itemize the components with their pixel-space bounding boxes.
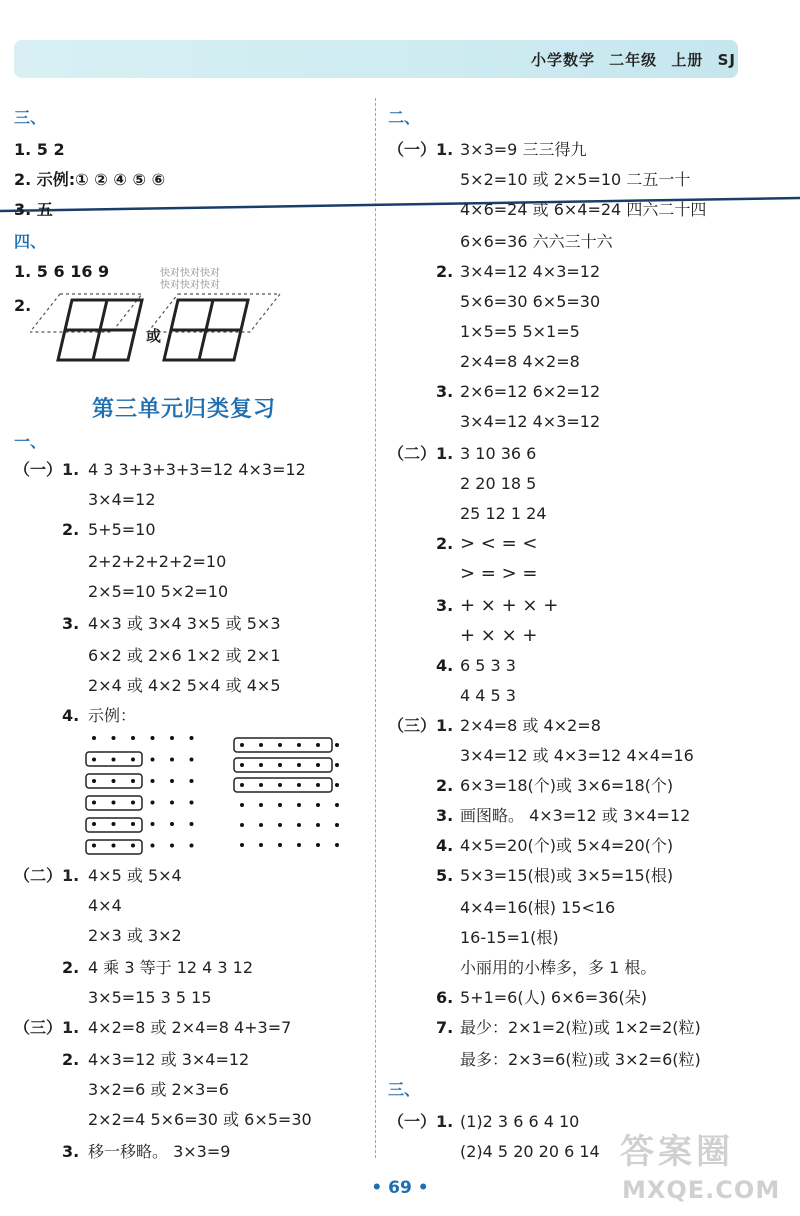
p3-q2-line3: 2×2=4 5×6=30 或 6×5=30 <box>88 1110 312 1129</box>
dot <box>92 736 96 740</box>
dot <box>240 823 244 827</box>
q3-5-line4: 小丽用的小棒多，多 1 根。 <box>460 958 657 977</box>
dot <box>278 783 282 787</box>
q3-3-line1: 画图略。 4×3=12 或 3×4=12 <box>460 806 691 825</box>
dot <box>131 736 135 740</box>
dot <box>92 822 96 826</box>
p2-q2-number: 2. <box>62 958 80 977</box>
unit-title: 第三单元归类复习 <box>92 397 277 422</box>
dot <box>297 783 301 787</box>
dot <box>190 822 194 826</box>
r1-1-line2: (2)4 5 20 20 6 14 <box>460 1142 600 1161</box>
p1-q4-line1: 示例： <box>88 706 137 725</box>
dot <box>240 743 244 747</box>
dot <box>259 743 263 747</box>
p1-q3-line3: 2×4 或 4×2 5×4 或 4×5 <box>88 676 281 695</box>
q2-1-line2: 2 20 18 5 <box>460 474 537 493</box>
dot <box>112 844 116 848</box>
q2-2-line1: > < = < <box>460 533 538 554</box>
dot <box>170 801 174 805</box>
dot <box>278 803 282 807</box>
dot <box>170 822 174 826</box>
dot <box>92 844 96 848</box>
dot <box>112 779 116 783</box>
dot <box>151 822 155 826</box>
watermark-logo: 答案圈 <box>620 1132 734 1172</box>
q2-3-line1: + × + × + <box>460 595 559 616</box>
dot <box>240 763 244 767</box>
column-divider <box>375 98 376 1158</box>
dot <box>131 844 135 848</box>
right-section-2-heading: 二、 <box>388 108 421 127</box>
dot <box>240 803 244 807</box>
dot <box>131 822 135 826</box>
stamp-text <box>160 268 220 292</box>
left-section-3-heading: 三、 <box>14 108 47 127</box>
left-s4-q2-number: 2. <box>14 296 32 315</box>
q2-3-number: 3. <box>436 596 454 615</box>
dot <box>170 844 174 848</box>
left-s3-line1: 1. 5 2 <box>14 140 65 159</box>
left-s3-line3: 3. 五 <box>14 200 53 219</box>
dot <box>112 801 116 805</box>
dot <box>92 801 96 805</box>
dot <box>259 803 263 807</box>
dot <box>278 743 282 747</box>
q3-3-number: 3. <box>436 806 454 825</box>
dot <box>316 743 320 747</box>
dot <box>112 758 116 762</box>
dot <box>335 823 339 827</box>
right-part-2-label: （二）1. <box>388 444 454 463</box>
p1-q2-number: 2. <box>62 520 80 539</box>
dot <box>335 743 339 747</box>
left-section-1-heading: 一、 <box>14 432 47 451</box>
q3-5-line1: 5×3=15(根)或 3×5=15(根) <box>460 866 674 885</box>
watermark-url: MXQE.COM <box>622 1176 781 1204</box>
dot <box>112 736 116 740</box>
q1-1-line2: 5×2=10 或 2×5=10 二五一十 <box>460 170 691 189</box>
q2-2-number: 2. <box>436 534 454 553</box>
dot <box>151 758 155 762</box>
dot <box>335 783 339 787</box>
dot <box>335 763 339 767</box>
dot <box>316 843 320 847</box>
p2-q2-line1: 4 乘 3 等于 12 4 3 12 <box>88 958 254 977</box>
dot <box>278 763 282 767</box>
dot <box>151 736 155 740</box>
page-number: • 69 • <box>371 1178 429 1198</box>
dot <box>170 758 174 762</box>
dot-array-figures <box>84 730 356 856</box>
right-part-1-label: （一）1. <box>388 140 454 159</box>
dot <box>316 823 320 827</box>
dot <box>190 801 194 805</box>
p2-q1-line1: 4×5 或 5×4 <box>88 866 182 885</box>
q3-4-number: 4. <box>436 836 454 855</box>
q3-5-number: 5. <box>436 866 454 885</box>
q1-3-line1: 2×6=12 6×2=12 <box>460 382 601 401</box>
dot <box>259 823 263 827</box>
parallelogram-figures <box>30 292 300 368</box>
q2-3-line2: + × × + <box>460 625 538 646</box>
dot <box>170 736 174 740</box>
dot <box>190 736 194 740</box>
q3-7-line1: 最少：2×1=2(粒)或 1×2=2(粒) <box>460 1018 701 1037</box>
dot <box>316 803 320 807</box>
p3-q2-line2: 3×2=6 或 2×3=6 <box>88 1080 229 1099</box>
dot <box>297 763 301 767</box>
p1-q3-number: 3. <box>62 614 80 633</box>
dot <box>297 823 301 827</box>
q2-4-number: 4. <box>436 656 454 675</box>
stamp-line-2: 快对快对快对 <box>160 280 220 291</box>
q3-1-line2: 3×4=12 或 4×3=12 4×4=16 <box>460 746 694 765</box>
dot <box>190 844 194 848</box>
dot <box>190 779 194 783</box>
dot <box>316 763 320 767</box>
dot <box>278 823 282 827</box>
part-1-label: （一）1. <box>14 460 80 479</box>
dot <box>131 779 135 783</box>
left-s3-line2: 2. 示例:① ② ④ ⑤ ⑥ <box>14 170 166 189</box>
p1-q1-line2: 3×4=12 <box>88 490 156 509</box>
or-connector: 或 <box>146 327 162 345</box>
q1-1-line4: 6×6=36 六六三十六 <box>460 232 613 251</box>
dot <box>297 803 301 807</box>
dot <box>335 803 339 807</box>
dot <box>240 843 244 847</box>
p2-q1-line3: 2×3 或 3×2 <box>88 926 182 945</box>
q3-2-number: 2. <box>436 776 454 795</box>
dot <box>297 743 301 747</box>
p1-q2-line3: 2×5=10 5×2=10 <box>88 582 229 601</box>
q3-5-line3: 16-15=1(根) <box>460 928 559 947</box>
q1-3-line2: 3×4=12 4×3=12 <box>460 412 601 431</box>
right-s3-part-1-label: （一）1. <box>388 1112 454 1131</box>
dot <box>335 843 339 847</box>
p2-q2-line2: 3×5=15 3 5 15 <box>88 988 212 1007</box>
dot <box>151 779 155 783</box>
q3-7-line2: 最多：2×3=6(粒)或 3×2=6(粒) <box>460 1050 701 1069</box>
p3-q2-number: 2. <box>62 1050 80 1069</box>
dot <box>92 758 96 762</box>
p3-q3-line1: 移一移略。 3×3=9 <box>88 1142 231 1161</box>
p2-q1-line2: 4×4 <box>88 896 122 915</box>
dot <box>240 783 244 787</box>
part-3-label: （三）1. <box>14 1018 80 1037</box>
dot <box>278 843 282 847</box>
dot <box>259 763 263 767</box>
q1-2-line4: 2×4=8 4×2=8 <box>460 352 580 371</box>
dot <box>259 843 263 847</box>
p1-q1-line1: 4 3 3+3+3+3=12 4×3=12 <box>88 460 306 479</box>
dot <box>190 758 194 762</box>
dot <box>170 779 174 783</box>
p1-q2-line2: 2+2+2+2+2=10 <box>88 552 227 571</box>
left-section-4-heading: 四、 <box>14 232 47 251</box>
q1-2-line1: 3×4=12 4×3=12 <box>460 262 601 281</box>
q3-2-line1: 6×3=18(个)或 3×6=18(个) <box>460 776 674 795</box>
right-section-3-heading: 三、 <box>388 1080 421 1099</box>
p1-q4-number: 4. <box>62 706 80 725</box>
part-2-label: （二）1. <box>14 866 80 885</box>
q3-4-line1: 4×5=20(个)或 5×4=20(个) <box>460 836 674 855</box>
q3-5-line2: 4×4=16(根) 15<16 <box>460 898 616 917</box>
q1-2-line2: 5×6=30 6×5=30 <box>460 292 601 311</box>
stamp-line-1: 快对快对快对 <box>160 268 220 279</box>
p1-q3-line2: 6×2 或 2×6 1×2 或 2×1 <box>88 646 281 665</box>
q1-3-number: 3. <box>436 382 454 401</box>
q1-1-line3: 4×6=24 或 6×4=24 四六二十四 <box>460 200 707 219</box>
dot <box>316 783 320 787</box>
q1-1-line1: 3×3=9 三三得九 <box>460 140 587 159</box>
dot <box>297 843 301 847</box>
r1-1-line1: (1)2 3 6 6 4 10 <box>460 1112 580 1131</box>
q2-1-line3: 25 12 1 24 <box>460 504 547 523</box>
left-s4-line1: 1. 5 6 16 9 <box>14 262 110 281</box>
dot <box>131 758 135 762</box>
q2-2-line2: > = > = <box>460 563 538 584</box>
dot <box>92 779 96 783</box>
header-title: 小学数学 二年级 上册 SJ <box>530 51 736 69</box>
p3-q2-line1: 4×3=12 或 3×4=12 <box>88 1050 250 1069</box>
dot <box>131 801 135 805</box>
dot <box>259 783 263 787</box>
q3-7-number: 7. <box>436 1018 454 1037</box>
q3-6-number: 6. <box>436 988 454 1007</box>
q3-1-line1: 2×4=8 或 4×2=8 <box>460 716 601 735</box>
q2-1-line1: 3 10 36 6 <box>460 444 537 463</box>
q1-2-number: 2. <box>436 262 454 281</box>
dot <box>151 844 155 848</box>
q2-4-line2: 4 4 5 3 <box>460 686 516 705</box>
q3-6-line1: 5+1=6(人) 6×6=36(朵) <box>460 988 647 1007</box>
dot <box>151 801 155 805</box>
p1-q2-line1: 5+5=10 <box>88 520 156 539</box>
p3-q1-line1: 4×2=8 或 2×4=8 4+3=7 <box>88 1018 292 1037</box>
right-part-3-label: （三）1. <box>388 716 454 735</box>
q2-4-line1: 6 5 3 3 <box>460 656 516 675</box>
dot <box>112 822 116 826</box>
q1-2-line3: 1×5=5 5×1=5 <box>460 322 580 341</box>
p1-q3-line1: 4×3 或 3×4 3×5 或 5×3 <box>88 614 281 633</box>
p3-q3-number: 3. <box>62 1142 80 1161</box>
